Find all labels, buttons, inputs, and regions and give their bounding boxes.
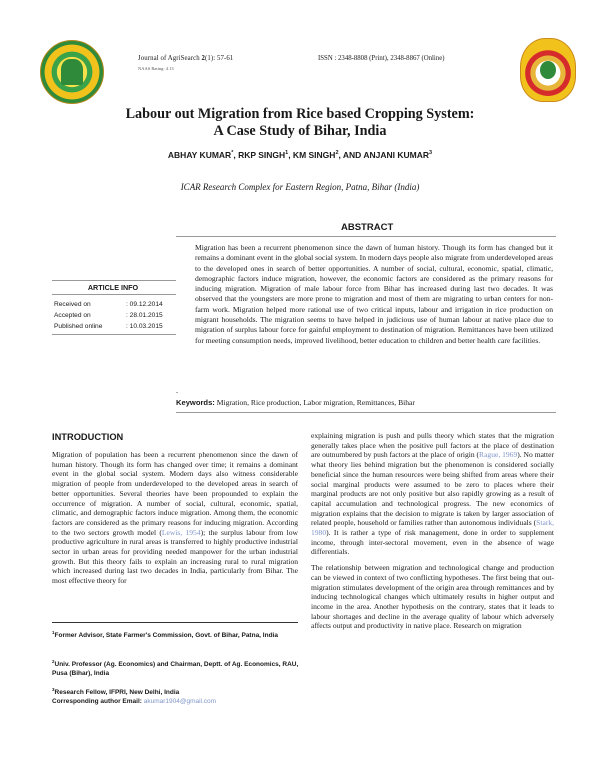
journal-rating: NAAS Rating: 4.13 <box>138 66 174 71</box>
abstract-dot: . <box>176 386 178 395</box>
introduction-heading: INTRODUCTION <box>52 432 124 442</box>
corresponding-author: Corresponding author Email: akumar1904@gmail.com <box>52 698 217 705</box>
article-info-rule-top <box>52 280 176 281</box>
author-list: ABHAY KUMAR*, RKP SINGH$^1$, KM SINGH$^2$, AND ANJANI KUMAR$^3$ <box>167 150 433 160</box>
footnote-2: $^2$Univ. Professor (Ag. Economics) and Chairman, Deptt. of Ag. Economics, RAU, Pusa (Bihar), India <box>52 659 299 678</box>
email-link[interactable]: akumar1904@gmail.com <box>141 698 217 705</box>
received-date: Received on : 09.12.2014 <box>54 301 163 308</box>
citation-link[interactable]: Rague, 1969 <box>479 450 518 460</box>
citation-link[interactable]: Lewis, 1954 <box>161 527 201 537</box>
journal-reference: Journal of AgriSearch 2(1): 57-61 <box>138 55 234 62</box>
paper-title: Labour out Migration from Rice based Cropping System: A Case Study of Bihar, India <box>125 106 475 139</box>
article-info-rule-bottom <box>52 334 176 335</box>
intro-right-paragraph-2: The relationship between migration and technological change and production can be viewed in context of two conflicting hypotheses. The first being that out-migration stimulates development of the origin area through remittances and by inducing technological changes which ultimately results in higher output and income in the area. Another hypothesis on the contrary, states that it leads to labour shortages and decline in the average quality of labour which adversely affects output and productivity in native place. Research on migration <box>311 563 554 631</box>
footnote-3: $^3$Research Fellow, IFPRI, New Delhi, India <box>52 687 180 697</box>
article-info-heading: ARTICLE INFO <box>87 283 139 292</box>
footnote-rule <box>52 622 298 623</box>
journal-logo <box>40 40 104 104</box>
citation-link[interactable]: Stark, 1980 <box>311 518 554 538</box>
institution-logo <box>520 38 576 102</box>
affiliation: ICAR Research Complex for Eastern Region, Patna, Bihar (India) <box>180 182 420 192</box>
accepted-date: Accepted on : 28.01.2015 <box>54 312 163 319</box>
intro-right-column: explaining migration is push and pulls theory which states that the migration generally takes place when the positive pull factors at the place of destination are outnumbered by push factors at the place of origin (Rague, 1969). No matter what theory lies behind migration but the phenomenon is considered socially beneficial since the human resources were being shifted from areas where their social marginal products were assumed to be zero to places where their marginal products are not only positive but also rapidly growing as a result of capital accumulation and technological progress. The new economics of migration explains that the decision to migrate is taken by larger association of related people, household or families rather than autonomous individuals (Stark, 1980). It is rather a type of risk management, done in order to supplement income, through inter-sectoral movement, even in the absence of wage differentials. The relationship between migration and technological change and production can be viewed in context of two conflicting hypotheses. The first being that out-migration stimulates development of the origin area through remittances and by inducing technological changes which ultimately results in higher output and income in the area. Another hypothesis on the contrary, states that it leads to labour shortages and decline in the average quality of labour which adversely affects output and productivity in native place. Research on migration <box>311 431 554 631</box>
intro-left-column: Migration of population has been a recurrent phenomenon since the dawn of human history. Though its form has changed over time; it remains a dominant event in the global social system. Modern days also witness considerable migration of people from underdeveloped to the developed areas in search of better opportunities. Several theories have been propounded to explain the occurrence of migration. A number of social, cultural, economic, spatial, climatic, and demographic factors induce migration. Among them, the economic factors are considered as the primary reasons for inducing migration. According to the two sectors growth model (Lewis, 1954); the surplus labour from low productive agriculture in rural areas is transferred to highly productive industrial sector in urban areas for providing needed manpower for the urban industrial growth. But this theory fails to explain an increasing rural to rural migration which increased during last two decades in India, particularly from Bihar. The most effective theory for <box>52 450 298 586</box>
keywords: Keywords: Migration, Rice production, Labor migration, Remittances, Bihar <box>176 398 415 407</box>
abstract-rule <box>176 236 556 237</box>
published-date: Published online : 10.03.2015 <box>54 323 163 330</box>
article-info-rule <box>52 294 176 295</box>
footnote-1: $^1$Former Advisor, State Farmer's Commission, Govt. of Bihar, Patna, India <box>52 630 278 640</box>
keywords-rule <box>176 412 556 413</box>
abstract-text: Migration has been a recurrent phenomenon since the dawn of human history. Though its form has changed but it remains a dominant event in the global social system. In modern days people also migrate from underdeveloped areas to the developed ones in search of better opportunities. A number of social, cultural, economic, spatial, climatic, demographic factors induce migration, however, the economic factors are considered as the primary reasons for inducing migration. Migration of male labour force from Bihar has increased during last two decades. It was observed that the youngsters are more prone to migration and most of them are migrating to urban centers for non-farm work. Migration helped more rational use of two critical inputs, labour and irrigation in rice production on migrant households. The migration seems to have helped in judicious use of human labour at native place due to migration of surplus labour force for gainful employment to destination of migration. Remittances have been utilized for meeting consumption needs, improved livelihood, better education to children and better health care facilities. <box>195 243 553 345</box>
abstract-heading: ABSTRACT <box>341 222 394 233</box>
issn: ISSN : 2348-8808 (Print), 2348-8867 (Online) <box>318 55 445 62</box>
